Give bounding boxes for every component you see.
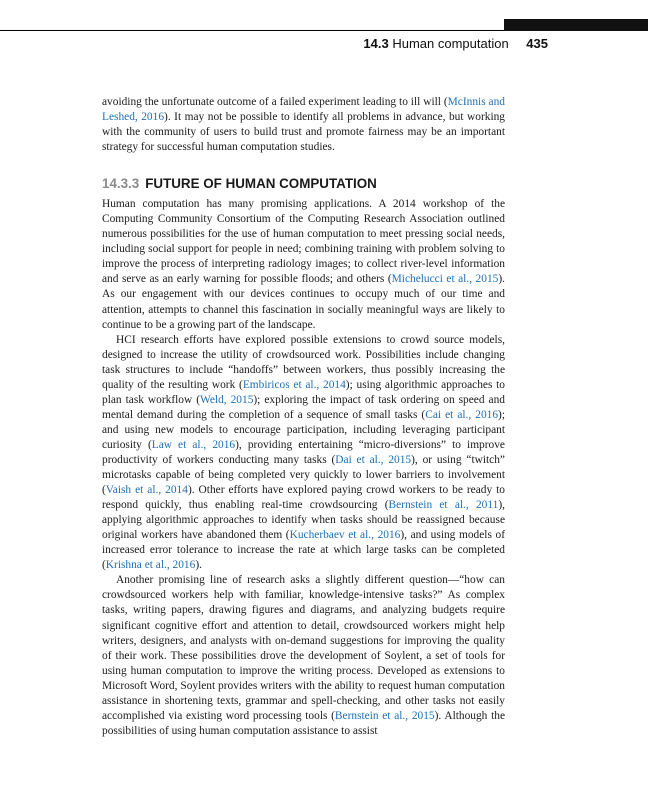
citation-link[interactable]: Dai et al., 2015: [335, 453, 412, 466]
section-number: 14.3.3: [102, 176, 140, 192]
section-title: FUTURE OF HUMAN COMPUTATION: [145, 176, 377, 192]
text: ). Other efforts have explored paying crowd workers to be ready to respond quickly, thus enabling real-time crowdsourcing (: [102, 484, 505, 512]
text: avoiding the unfortunate outcome of a failed experiment leading to ill will (: [102, 96, 448, 108]
text: ), providing entertaining “micro-diversions” to improve productivity of workers conducting many tasks (: [102, 438, 505, 466]
citation-link[interactable]: Michelucci et al., 2015: [391, 273, 499, 286]
text: ). Although the possibilities of using human computation assistance to assist: [102, 709, 505, 737]
text: ), applying algorithmic approaches to identify when tasks should be reassigned because original workers have abandoned them (: [102, 499, 505, 542]
text: ).: [195, 559, 202, 572]
paragraph-3: [102, 333, 505, 574]
citation-link[interactable]: Law et al., 2016: [151, 438, 236, 451]
citation-link[interactable]: Krishna et al., 2016: [105, 559, 196, 572]
page-content: [102, 95, 505, 739]
text: HCI research efforts have explored possible extensions to crowd source models, designed to increase the utility of crowdsourced work. Possibilities include changing task structures to include “handoffs” between workers, thus possibly increasing the quality of the resulting work (: [102, 333, 505, 391]
citation-link[interactable]: Embiricos et al., 2014: [242, 378, 346, 391]
running-head-section-number: 14.3: [363, 36, 389, 51]
text: ), or using “twitch” microtasks capable of being completed very quickly to lower barriers to involvement (: [102, 453, 505, 497]
top-rule: [0, 30, 504, 31]
text: ), and using models of increased error tolerance to increase the rate at which large tasks can be completed (: [102, 529, 505, 572]
citation-link[interactable]: McInnis and Leshed, 2016: [102, 96, 506, 124]
citation-link[interactable]: Bernstein et al., 2015: [334, 709, 435, 722]
citation-link[interactable]: Kucherbaev et al., 2016: [289, 529, 401, 542]
citation-link[interactable]: Bernstein et al., 2011: [388, 499, 499, 512]
text: ). It may not be possible to identify all problems in advance, but working with the community of users to build trust and promote fairness may be an important strategy for successful human computation studies.: [102, 111, 505, 154]
text: Another promising line of research asks a slightly different question—“how can crowdsourced workers help with familiar, knowledge-intensive tasks?” As complex tasks, writing papers, drawing figures and diagrams, and analyzing budgets require significant cognitive effort and attention to detail, crowdsourced workers might help writers, designers, and analysts with on-demand suggestions for improving the quality of their work. These possibilities drove the development of Soylent, a set of tools for using human computation to improve the writing process. Developed as extensions to Microsoft Word, Soylent provides writers with the ability to request human computation assistance in shortening texts, grammar and spell-checking, and other tasks not easily accomplished via existing word processing tools (: [102, 574, 505, 722]
running-head: [363, 36, 548, 51]
citation-link[interactable]: Vaish et al., 2014: [105, 484, 188, 497]
text: ); exploring the impact of task ordering on speed and mental demand during the completion of a sequence of small tasks (: [102, 393, 505, 421]
text: ). As our engagement with our devices continues to occupy much of our time and attention, attempts to channel this fascination in socially meaningful ways are likely to continue to be a growing part of the landscape.: [102, 273, 505, 331]
paragraph-1: [102, 95, 505, 155]
paragraph-4: [102, 573, 505, 739]
citation-link[interactable]: Weld, 2015: [200, 393, 254, 406]
citation-link[interactable]: Cai et al., 2016: [425, 408, 499, 421]
paragraph-2: [102, 197, 505, 332]
section-heading: [102, 176, 505, 191]
header-bar: [504, 19, 648, 31]
page-number: 435: [526, 36, 548, 51]
text: ); and using new models to encourage participation, including leveraging participant curiosity (: [102, 408, 506, 451]
text: ); using algorithmic approaches to plan task workflow (: [102, 378, 506, 406]
text: Human computation has many promising applications. A 2014 workshop of the Computing Community Consortium of the Computing Research Association outlined numerous possibilities for the use of human computation to meet pressing social needs, including social support for people in need; combining training with problem solving to improve the process of interpreting radiology images; to collect river-level information and serve as an early warning for possible floods; and others (: [102, 198, 505, 286]
running-head-section-title: Human computation: [392, 36, 509, 51]
